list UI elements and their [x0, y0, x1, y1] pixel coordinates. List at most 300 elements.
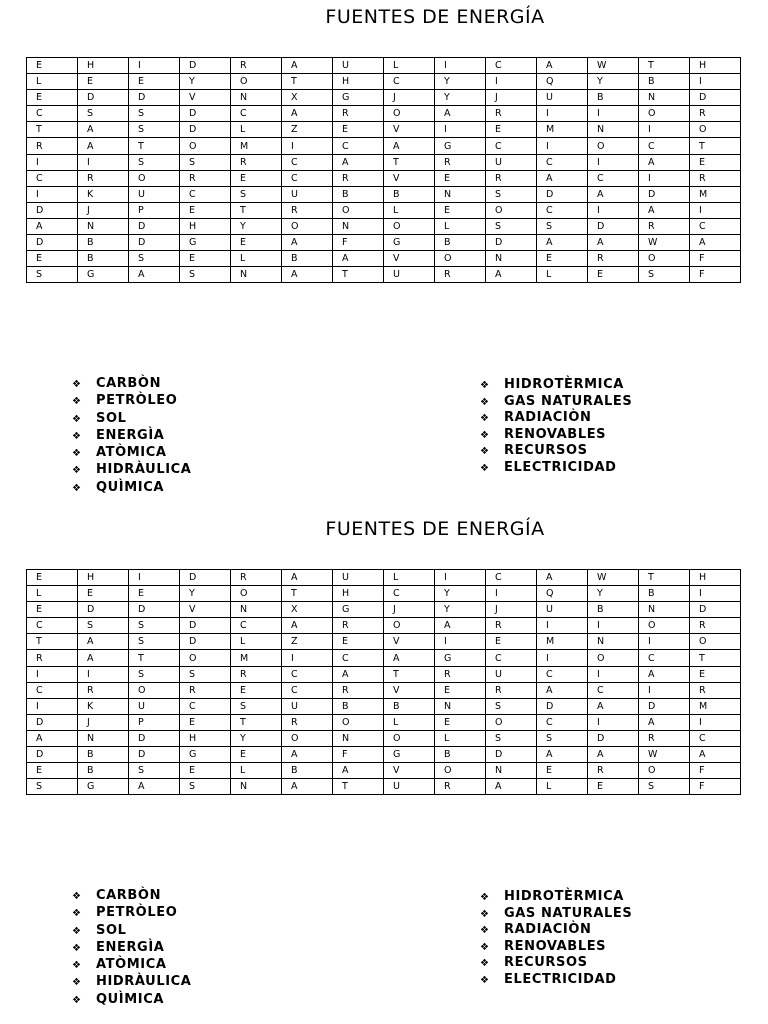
grid-letter: R	[690, 170, 741, 186]
grid-letter: T	[690, 138, 741, 154]
word-label: ATÒMICA	[96, 445, 167, 461]
grid-letter: G	[180, 747, 231, 763]
grid-letter: T	[639, 570, 690, 586]
grid-letter: Y	[435, 90, 486, 106]
word-label: PETRÒLEO	[96, 393, 178, 409]
grid-letter: S	[180, 666, 231, 682]
grid-letter: U	[384, 779, 435, 795]
word-list-item	[72, 444, 191, 461]
grid-letter: G	[180, 235, 231, 251]
grid-letter: C	[231, 618, 282, 634]
diamond-bullet-icon: ❖	[72, 925, 82, 937]
grid-letter: F	[690, 779, 741, 795]
grid-letter: A	[537, 570, 588, 586]
grid-letter: A	[486, 779, 537, 795]
grid-row	[27, 763, 741, 779]
grid-letter: U	[129, 186, 180, 202]
grid-letter: B	[435, 747, 486, 763]
grid-letter: T	[27, 122, 78, 138]
grid-letter: O	[129, 170, 180, 186]
word-label: ATÒMICA	[96, 957, 167, 973]
grid-row	[27, 698, 741, 714]
grid-letter: O	[282, 730, 333, 746]
grid-letter: S	[537, 218, 588, 234]
grid-letter: I	[588, 106, 639, 122]
grid-letter: O	[180, 138, 231, 154]
grid-letter: E	[78, 586, 129, 602]
word-label: SOL	[96, 410, 127, 426]
word-list-item	[72, 973, 191, 990]
grid-letter: Y	[180, 74, 231, 90]
grid-letter: U	[486, 666, 537, 682]
diamond-bullet-icon: ❖	[480, 429, 490, 441]
grid-letter: I	[435, 570, 486, 586]
grid-letter: D	[180, 58, 231, 74]
grid-letter: N	[486, 763, 537, 779]
grid-letter: Z	[282, 122, 333, 138]
grid-letter: R	[690, 106, 741, 122]
grid-letter: Y	[435, 602, 486, 618]
word-list-item	[480, 410, 632, 427]
grid-letter: S	[180, 154, 231, 170]
grid-letter: A	[333, 763, 384, 779]
word-list-item	[72, 991, 191, 1008]
grid-letter: R	[333, 682, 384, 698]
grid-letter: G	[384, 747, 435, 763]
grid-letter: A	[282, 618, 333, 634]
grid-letter: S	[129, 154, 180, 170]
grid-letter: I	[588, 714, 639, 730]
grid-letter: T	[231, 202, 282, 218]
grid-letter: S	[27, 779, 78, 795]
grid-letter: H	[333, 74, 384, 90]
grid-letter: U	[384, 267, 435, 283]
word-label: RECURSOS	[504, 955, 588, 970]
grid-letter: D	[27, 747, 78, 763]
grid-letter: I	[588, 666, 639, 682]
grid-letter: I	[78, 154, 129, 170]
grid-row	[27, 106, 741, 122]
grid-letter: A	[282, 235, 333, 251]
grid-letter: E	[27, 602, 78, 618]
grid-letter: L	[384, 202, 435, 218]
grid-letter: S	[27, 267, 78, 283]
grid-letter: C	[282, 154, 333, 170]
grid-row	[27, 779, 741, 795]
grid-letter: V	[384, 634, 435, 650]
word-list-item	[480, 906, 632, 923]
grid-letter: R	[231, 666, 282, 682]
grid-letter: C	[537, 714, 588, 730]
grid-letter: A	[333, 154, 384, 170]
grid-letter: A	[537, 682, 588, 698]
grid-letter: D	[588, 730, 639, 746]
word-search-grid	[26, 57, 741, 283]
grid-letter: S	[78, 618, 129, 634]
grid-letter: O	[333, 202, 384, 218]
word-list-left	[72, 375, 191, 496]
grid-letter: I	[486, 74, 537, 90]
grid-row	[27, 714, 741, 730]
grid-letter: N	[639, 90, 690, 106]
grid-row	[27, 730, 741, 746]
grid-letter: C	[537, 154, 588, 170]
grid-letter: A	[282, 570, 333, 586]
grid-letter: O	[180, 650, 231, 666]
grid-letter: A	[384, 650, 435, 666]
grid-letter: C	[27, 106, 78, 122]
grid-letter: C	[486, 58, 537, 74]
grid-letter: S	[639, 779, 690, 795]
grid-letter: M	[690, 698, 741, 714]
word-label: RADIACIÒN	[504, 922, 592, 937]
grid-letter: A	[537, 235, 588, 251]
grid-letter: E	[435, 170, 486, 186]
grid-letter: M	[537, 122, 588, 138]
grid-letter: E	[27, 58, 78, 74]
grid-letter: I	[27, 186, 78, 202]
grid-letter: B	[333, 698, 384, 714]
grid-letter: L	[231, 122, 282, 138]
word-label: QUÌMICA	[96, 479, 165, 495]
grid-letter: C	[690, 218, 741, 234]
grid-letter: L	[435, 218, 486, 234]
grid-letter: G	[78, 779, 129, 795]
grid-letter: E	[435, 202, 486, 218]
grid-letter: A	[333, 666, 384, 682]
grid-letter: C	[27, 682, 78, 698]
grid-letter: O	[588, 138, 639, 154]
grid-letter: A	[639, 154, 690, 170]
grid-letter: I	[588, 154, 639, 170]
diamond-bullet-icon: ❖	[480, 396, 490, 408]
grid-letter: A	[690, 235, 741, 251]
word-list-item	[72, 939, 191, 956]
grid-letter: I	[537, 106, 588, 122]
grid-letter: Y	[231, 218, 282, 234]
grid-row	[27, 586, 741, 602]
grid-letter: E	[690, 666, 741, 682]
grid-letter: T	[129, 138, 180, 154]
grid-letter: R	[690, 618, 741, 634]
grid-letter: A	[282, 779, 333, 795]
grid-letter: S	[231, 186, 282, 202]
grid-letter: S	[486, 186, 537, 202]
diamond-bullet-icon: ❖	[72, 960, 82, 972]
diamond-bullet-icon: ❖	[72, 977, 82, 989]
grid-letter: B	[588, 602, 639, 618]
grid-row	[27, 251, 741, 267]
grid-letter: D	[27, 714, 78, 730]
word-list-left	[72, 887, 191, 1008]
grid-letter: B	[435, 235, 486, 251]
grid-letter: H	[78, 58, 129, 74]
grid-row	[27, 650, 741, 666]
word-list-item	[72, 904, 191, 921]
grid-letter: R	[333, 618, 384, 634]
grid-letter: U	[333, 58, 384, 74]
grid-letter: L	[384, 58, 435, 74]
grid-letter: C	[486, 570, 537, 586]
grid-letter: D	[486, 747, 537, 763]
grid-letter: S	[180, 779, 231, 795]
grid-letter: I	[537, 138, 588, 154]
grid-letter: J	[384, 602, 435, 618]
grid-letter: X	[282, 90, 333, 106]
grid-letter: T	[27, 634, 78, 650]
grid-row	[27, 154, 741, 170]
grid-letter: A	[129, 779, 180, 795]
grid-letter: O	[588, 650, 639, 666]
grid-letter: J	[486, 90, 537, 106]
grid-row	[27, 202, 741, 218]
grid-letter: I	[129, 58, 180, 74]
grid-letter: S	[180, 267, 231, 283]
grid-letter: B	[78, 235, 129, 251]
grid-letter: A	[588, 698, 639, 714]
grid-letter: R	[27, 138, 78, 154]
grid-letter: G	[78, 267, 129, 283]
grid-letter: A	[78, 650, 129, 666]
grid-letter: R	[333, 106, 384, 122]
grid-letter: I	[282, 650, 333, 666]
grid-letter: I	[27, 666, 78, 682]
word-label: ELECTRICIDAD	[504, 971, 617, 987]
grid-letter: W	[588, 570, 639, 586]
grid-letter: B	[639, 586, 690, 602]
grid-letter: B	[282, 251, 333, 267]
grid-row	[27, 138, 741, 154]
grid-letter: I	[690, 714, 741, 730]
grid-letter: I	[435, 58, 486, 74]
grid-letter: M	[231, 650, 282, 666]
word-label: HIDROTÈRMICA	[504, 377, 624, 392]
grid-letter: R	[78, 682, 129, 698]
grid-letter: N	[78, 218, 129, 234]
word-list-item	[480, 955, 632, 972]
grid-letter: J	[78, 202, 129, 218]
grid-letter: F	[690, 267, 741, 283]
grid-letter: I	[486, 586, 537, 602]
grid-letter: C	[282, 666, 333, 682]
grid-letter: C	[333, 650, 384, 666]
grid-letter: A	[588, 747, 639, 763]
grid-letter: I	[78, 666, 129, 682]
grid-letter: E	[231, 235, 282, 251]
grid-letter: D	[180, 106, 231, 122]
grid-letter: C	[537, 202, 588, 218]
grid-letter: E	[333, 634, 384, 650]
grid-letter: W	[639, 747, 690, 763]
grid-row	[27, 267, 741, 283]
grid-letter: D	[588, 218, 639, 234]
grid-letter: B	[384, 186, 435, 202]
grid-letter: V	[384, 170, 435, 186]
word-label: HIDROTÈRMICA	[504, 889, 624, 904]
grid-letter: L	[231, 763, 282, 779]
grid-letter: I	[639, 170, 690, 186]
grid-letter: E	[435, 714, 486, 730]
grid-letter: R	[231, 154, 282, 170]
grid-row	[27, 122, 741, 138]
grid-letter: I	[27, 698, 78, 714]
grid-letter: O	[129, 682, 180, 698]
grid-letter: C	[639, 650, 690, 666]
grid-letter: P	[129, 202, 180, 218]
grid-letter: R	[231, 58, 282, 74]
grid-letter: A	[435, 618, 486, 634]
grid-letter: E	[231, 682, 282, 698]
grid-letter: N	[231, 267, 282, 283]
grid-letter: D	[639, 698, 690, 714]
grid-letter: O	[435, 763, 486, 779]
word-list-item	[480, 922, 632, 939]
diamond-bullet-icon: ❖	[72, 430, 82, 442]
grid-letter: E	[486, 122, 537, 138]
grid-letter: B	[78, 747, 129, 763]
grid-letter: S	[639, 267, 690, 283]
grid-letter: T	[333, 779, 384, 795]
grid-letter: M	[231, 138, 282, 154]
grid-letter: S	[537, 730, 588, 746]
word-list-item	[480, 443, 632, 460]
grid-letter: O	[282, 218, 333, 234]
diamond-bullet-icon: ❖	[72, 942, 82, 954]
grid-letter: Y	[180, 586, 231, 602]
diamond-bullet-icon: ❖	[72, 891, 82, 902]
diamond-bullet-icon: ❖	[72, 908, 82, 920]
grid-letter: F	[333, 235, 384, 251]
grid-letter: V	[180, 602, 231, 618]
grid-letter: V	[384, 251, 435, 267]
word-list-item	[72, 410, 191, 427]
grid-letter: I	[690, 586, 741, 602]
grid-letter: D	[180, 618, 231, 634]
grid-letter: B	[78, 763, 129, 779]
grid-letter: A	[435, 106, 486, 122]
grid-letter: E	[690, 154, 741, 170]
grid-letter: Y	[435, 586, 486, 602]
word-list-item	[72, 461, 191, 478]
grid-letter: X	[282, 602, 333, 618]
grid-letter: M	[690, 186, 741, 202]
grid-letter: H	[333, 586, 384, 602]
grid-letter: U	[537, 602, 588, 618]
grid-letter: T	[384, 666, 435, 682]
diamond-bullet-icon: ❖	[480, 925, 490, 936]
grid-letter: E	[180, 763, 231, 779]
diamond-bullet-icon: ❖	[72, 379, 82, 390]
grid-letter: D	[537, 186, 588, 202]
grid-letter: L	[231, 634, 282, 650]
grid-letter: D	[129, 602, 180, 618]
word-list-item	[480, 377, 632, 394]
grid-letter: A	[282, 106, 333, 122]
grid-letter: E	[435, 682, 486, 698]
grid-letter: O	[639, 763, 690, 779]
grid-row	[27, 58, 741, 74]
grid-letter: I	[690, 74, 741, 90]
grid-letter: Z	[282, 634, 333, 650]
grid-letter: R	[435, 267, 486, 283]
grid-letter: A	[78, 138, 129, 154]
grid-letter: A	[129, 267, 180, 283]
grid-letter: E	[333, 122, 384, 138]
grid-letter: C	[231, 106, 282, 122]
grid-letter: T	[690, 650, 741, 666]
grid-letter: A	[384, 138, 435, 154]
grid-letter: R	[690, 682, 741, 698]
grid-letter: C	[486, 138, 537, 154]
word-label: HIDRÀULICA	[96, 462, 192, 478]
grid-row	[27, 666, 741, 682]
grid-letter: R	[486, 618, 537, 634]
grid-letter: C	[690, 730, 741, 746]
grid-letter: R	[588, 251, 639, 267]
grid-letter: R	[333, 170, 384, 186]
grid-letter: R	[435, 779, 486, 795]
grid-letter: U	[537, 90, 588, 106]
word-list-item	[480, 889, 632, 906]
grid-letter: N	[231, 90, 282, 106]
grid-letter: A	[27, 218, 78, 234]
grid-row	[27, 186, 741, 202]
grid-letter: O	[435, 251, 486, 267]
grid-letter: R	[27, 650, 78, 666]
grid-letter: D	[129, 235, 180, 251]
grid-letter: R	[180, 682, 231, 698]
grid-letter: E	[486, 634, 537, 650]
diamond-bullet-icon: ❖	[480, 446, 490, 457]
grid-letter: N	[231, 779, 282, 795]
diamond-bullet-icon: ❖	[72, 465, 82, 477]
grid-row	[27, 682, 741, 698]
grid-letter: O	[690, 122, 741, 138]
grid-letter: N	[486, 251, 537, 267]
grid-letter: D	[180, 634, 231, 650]
grid-letter: I	[435, 634, 486, 650]
grid-letter: R	[639, 218, 690, 234]
grid-letter: D	[180, 122, 231, 138]
grid-letter: N	[78, 730, 129, 746]
grid-letter: O	[486, 202, 537, 218]
grid-letter: R	[231, 570, 282, 586]
grid-letter: I	[588, 618, 639, 634]
grid-letter: F	[333, 747, 384, 763]
word-search-grid	[26, 569, 741, 795]
grid-letter: A	[78, 634, 129, 650]
grid-letter: D	[27, 235, 78, 251]
grid-letter: R	[486, 170, 537, 186]
grid-letter: E	[588, 779, 639, 795]
grid-letter: M	[537, 634, 588, 650]
grid-letter: N	[588, 634, 639, 650]
grid-letter: T	[639, 58, 690, 74]
word-list-item	[72, 375, 191, 392]
grid-letter: D	[180, 570, 231, 586]
grid-letter: C	[537, 666, 588, 682]
grid-row	[27, 618, 741, 634]
diamond-bullet-icon: ❖	[72, 482, 82, 494]
grid-row	[27, 747, 741, 763]
grid-letter: R	[78, 170, 129, 186]
grid-letter: Q	[537, 586, 588, 602]
grid-letter: B	[384, 698, 435, 714]
grid-letter: I	[639, 122, 690, 138]
word-list-item	[72, 922, 191, 939]
grid-letter: C	[27, 170, 78, 186]
grid-letter: R	[435, 666, 486, 682]
